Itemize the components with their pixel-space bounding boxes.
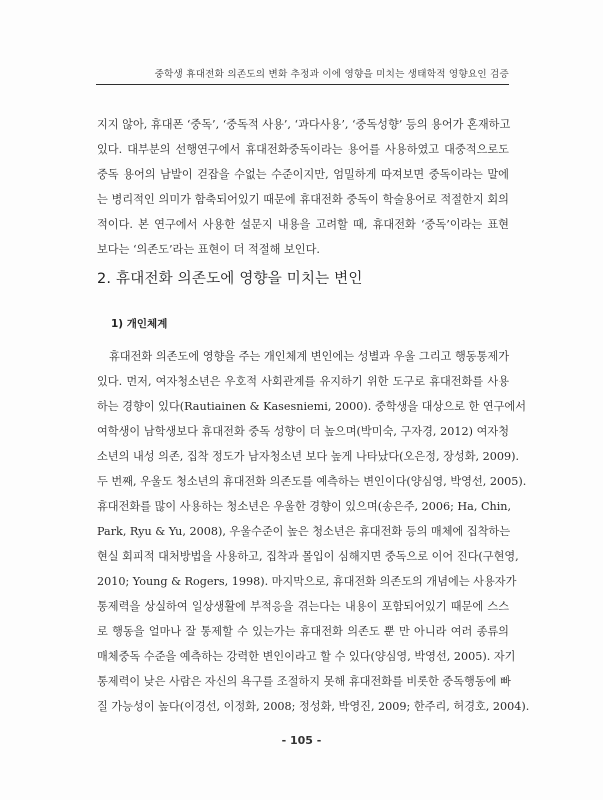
text-line: 있다. 대부분의 선행연구에서 휴대전화중독이라는 용어를 사용하였고 대중적으로도: [97, 143, 509, 156]
text-line: 는 병리적인 의미가 함축되어있기 때문에 휴대전화 중독이 학술용어로 적절한지 회의: [97, 193, 509, 206]
text-line: 매체중독 수준을 예측하는 강력한 변인이라고 할 수 있다(양심영, 박영선, 2005). 자기: [97, 650, 516, 663]
text-line: 휴대전화를 많이 사용하는 청소년은 우울한 경향이 있으며(송은주, 2006; Ha, Chin,: [97, 500, 512, 513]
text-line: Park, Ryu & Yu, 2008), 우울수준이 높은 청소년은 휴대전화 등의 매체에 집착하는: [97, 525, 511, 538]
text-line: 2010; Young & Rogers, 1998). 마지막으로, 휴대전화 의존도의 개념에는 사용자가: [97, 575, 517, 588]
text-line: 지지 않아, 휴대폰 ‘중독’, ‘중독적 사용’, ‘과다사용’, ‘중독성향’ 등의 용어가 혼재하고: [97, 118, 511, 131]
text-line: 하는 경향이 있다(Rautiainen & Kasesniemi, 2000). 중학생을 대상으로 한 연구에서: [97, 400, 527, 413]
section-heading: 2. 휴대전화 의존도에 영향을 미치는 변인: [97, 271, 363, 287]
text-line: 질 가능성이 높다(이경선, 이정화, 2008; 정성화, 박영진, 2009; 한주리, 허경호, 2004).: [97, 700, 530, 713]
text-line: 보다는 ‘의존도’라는 표현이 더 적절해 보인다.: [97, 243, 320, 256]
paragraph-terminology: [97, 112, 509, 262]
text-line: 여학생이 남학생보다 휴대전화 중독 성향이 더 높으며(박미숙, 구자경, 2012) 여자청: [97, 425, 509, 438]
subsection-heading: 1) 개인체계: [111, 318, 168, 330]
text-line: 로 행동을 얼마나 잘 통제할 수 있는가는 휴대전화 의존도 뿐 만 아니라 여러 종류의: [97, 625, 509, 638]
text-line: 현실 회피적 대처방법을 사용하고, 집착과 몰입이 심해지면 중독으로 이어 진다(구현영,: [97, 550, 519, 563]
text-line: 중독 용어의 남발이 걷잡을 수없는 수준이지만, 엄밀하게 따져보면 중독이라는 말에: [97, 168, 509, 181]
text-line: 두 번째, 우울도 청소년의 휴대전화 의존도를 예측하는 변인이다(양심영, 박영선, 2005).: [97, 475, 527, 488]
paragraph-individual-system: [97, 344, 530, 719]
page-number: - 105 -: [281, 734, 322, 747]
text-line: 적이다. 본 연구에서 사용한 설문지 내용을 고려할 때, 휴대전화 ‘중독’이라는 표현: [97, 218, 509, 231]
text-line: 있다. 먼저, 여자청소년은 우호적 사회관계를 유지하기 위한 도구로 휴대전화를 사용: [97, 375, 509, 388]
text-line: 소년의 내성 의존, 집착 정도가 남자청소년 보다 높게 나타났다(오은정, 장성화, 2009).: [97, 450, 520, 463]
text-line: 통제력을 상실하여 일상생활에 부적응을 겪는다는 내용이 포함되어있기 때문에 스스: [97, 600, 509, 613]
text-line: 통제력이 낮은 사람은 자신의 욕구를 조절하지 못해 휴대전화를 비롯한 중독행동에 빠: [97, 675, 511, 688]
running-header: 중학생 휴대전화 의존도의 변화 추정과 이에 영향을 미치는 생태학적 영향요인 검증: [96, 66, 509, 85]
text-line: 휴대전화 의존도에 영향을 주는 개인체계 변인에는 성별과 우울 그리고 행동통제가: [109, 350, 509, 363]
